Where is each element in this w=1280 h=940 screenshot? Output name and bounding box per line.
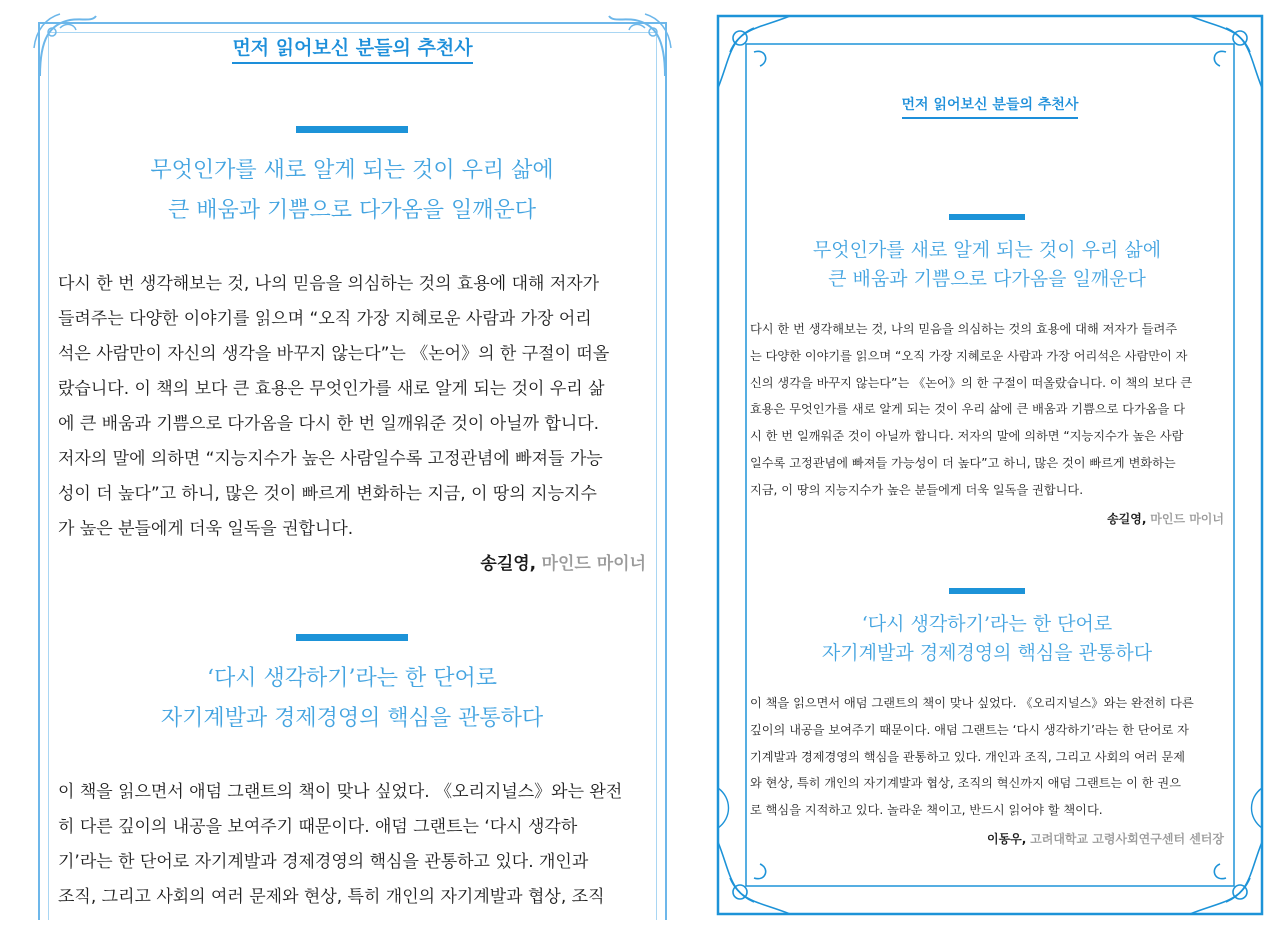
body-line: 기’라는 한 단어로 자기계발과 경제경영의 핵심을 관통하고 있다. 개인과 <box>58 852 589 872</box>
body-line: 들려주는 다양한 이야기를 읽으며 “오직 가장 지혜로운 사람과 가장 어리 <box>58 309 592 329</box>
page-title <box>30 36 675 64</box>
body-line: 가 높은 분들에게 더욱 일독을 권합니다. <box>58 519 354 539</box>
body-line: 다시 한 번 생각해보는 것, 나의 믿음을 의심하는 것의 효용에 대해 저자가 들려주 <box>750 322 1178 336</box>
author-name: 송길영, <box>480 554 537 574</box>
body-line: 기계발과 경제경영의 핵심을 관통하고 있다. 개인과 조직, 그리고 사회의 여러 문제 <box>750 749 1186 764</box>
body-line: 랐습니다. 이 책의 보다 큰 효용은 무엇인가를 새로 알게 되는 것이 우리 삶 <box>58 379 605 399</box>
body-line: 지금, 이 땅의 지능지수가 높은 분들에게 더욱 일독을 권합니다. <box>750 482 1084 497</box>
body-line: 이 책을 읽으면서 애덤 그랜트의 책이 맞나 싶었다. 《오리지널스》와는 완전히 다른 <box>750 696 1194 710</box>
body-line: 저자의 말에 의하면 “지능지수가 높은 사람일수록 고정관념에 빠져들 가능 <box>58 449 603 469</box>
recommendation-headline <box>58 659 646 739</box>
page-title <box>710 94 1270 119</box>
page-title-text: 먼저 읽어보신 분들의 추천사 <box>232 36 472 64</box>
section-rule <box>949 588 1025 594</box>
body-line: 일수록 고정관념에 빠져들 가능성이 더 높다”고 하니, 많은 것이 빠르게 변화하는 <box>750 455 1176 470</box>
body-line: 깊이의 내공을 보여주기 때문이다. 애덤 그랜트는 ‘다시 생각하기’라는 한 단어로 자 <box>750 722 1189 737</box>
body-line: 에 큰 배움과 기쁨으로 다가옴을 다시 한 번 일깨워준 것이 아닐까 합니다. <box>58 414 600 434</box>
recommendation-2 <box>750 588 1224 850</box>
headline-line: 큰 배움과 기쁨으로 다가옴을 일깨운다 <box>828 268 1146 290</box>
recommendation-signature <box>750 508 1224 530</box>
body-line: 조직, 그리고 사회의 여러 문제와 현상, 특히 개인의 자기계발과 협상, 조직 <box>58 887 605 907</box>
recommendation-body <box>750 690 1224 824</box>
body-line: 는 다양한 이야기를 읽으며 “오직 가장 지혜로운 사람과 가장 어리석은 사람만이 자 <box>750 348 1188 363</box>
headline-line: 자기계발과 경제경영의 핵심을 관통하다 <box>160 706 544 731</box>
body-line: 효용은 무엇인가를 새로 알게 되는 것이 우리 삶에 큰 배움과 기쁨으로 다가옴을 다 <box>750 402 1186 417</box>
headline-line: 무엇인가를 새로 알게 되는 것이 우리 삶에 <box>812 239 1162 261</box>
zoomed-page <box>30 8 675 920</box>
section-rule <box>296 126 408 133</box>
page-title-text: 먼저 읽어보신 분들의 추천사 <box>902 96 1079 119</box>
headline-line: 무엇인가를 새로 알게 되는 것이 우리 삶에 <box>150 158 554 183</box>
section-rule <box>949 214 1025 220</box>
author-role: 마인드 마이너 <box>541 554 646 574</box>
body-line: 성이 더 높다”고 하니, 많은 것이 빠르게 변화하는 지금, 이 땅의 지능지수 <box>58 484 597 504</box>
body-line: 다시 한 번 생각해보는 것, 나의 믿음을 의심하는 것의 효용에 대해 저자가 <box>58 274 600 294</box>
recommendation-headline <box>58 151 646 231</box>
headline-line: 자기계발과 경제경영의 핵심을 관통하다 <box>821 642 1153 664</box>
author-role: 고려대학교 고령사회연구센터 센터장 <box>1030 831 1224 846</box>
recommendation-headline <box>750 236 1224 294</box>
recommendation-body <box>750 316 1224 504</box>
recommendation-signature <box>750 828 1224 850</box>
headline-line: ‘다시 생각하기’라는 한 단어로 <box>207 666 497 691</box>
recommendation-2 <box>58 634 646 915</box>
recommendation-body <box>58 267 646 547</box>
author-role: 마인드 마이너 <box>1150 511 1224 526</box>
body-line: 와 현상, 특히 개인의 자기계발과 협상, 조직의 혁신까지 애덤 그랜트는 이 한 권으 <box>750 776 1181 791</box>
body-line: 시 한 번 일깨워준 것이 아닐까 합니다. 저자의 말에 의하면 “지능지수가 높은 사람 <box>750 429 1184 444</box>
headline-line: 큰 배움과 기쁨으로 다가옴을 일깨운다 <box>167 198 536 223</box>
recommendation-signature <box>58 549 646 579</box>
headline-line: ‘다시 생각하기’라는 한 단어로 <box>861 613 1113 635</box>
recommendation-headline <box>750 610 1224 668</box>
recommendation-1 <box>750 214 1224 530</box>
full-page <box>710 8 1270 922</box>
author-name: 송길영, <box>1107 511 1147 526</box>
recommendation-body <box>58 775 646 915</box>
body-line: 로 핵심을 지적하고 있다. 놀라운 책이고, 반드시 읽어야 할 책이다. <box>750 803 1103 818</box>
body-line: 이 책을 읽으면서 애덤 그랜트의 책이 맞나 싶었다. 《오리지널스》와는 완전 <box>58 782 623 802</box>
recommendation-1 <box>58 126 646 579</box>
body-line: 석은 사람만이 자신의 생각을 바꾸지 않는다”는 《논어》의 한 구절이 떠올 <box>58 344 610 364</box>
section-rule <box>296 634 408 641</box>
author-name: 이동우, <box>986 831 1027 846</box>
body-line: 히 다른 깊이의 내공을 보여주기 때문이다. 애덤 그랜트는 ‘다시 생각하 <box>58 817 578 837</box>
body-line: 신의 생각을 바꾸지 않는다”는 《논어》의 한 구절이 떠올랐습니다. 이 책의 보다 큰 <box>750 375 1193 390</box>
